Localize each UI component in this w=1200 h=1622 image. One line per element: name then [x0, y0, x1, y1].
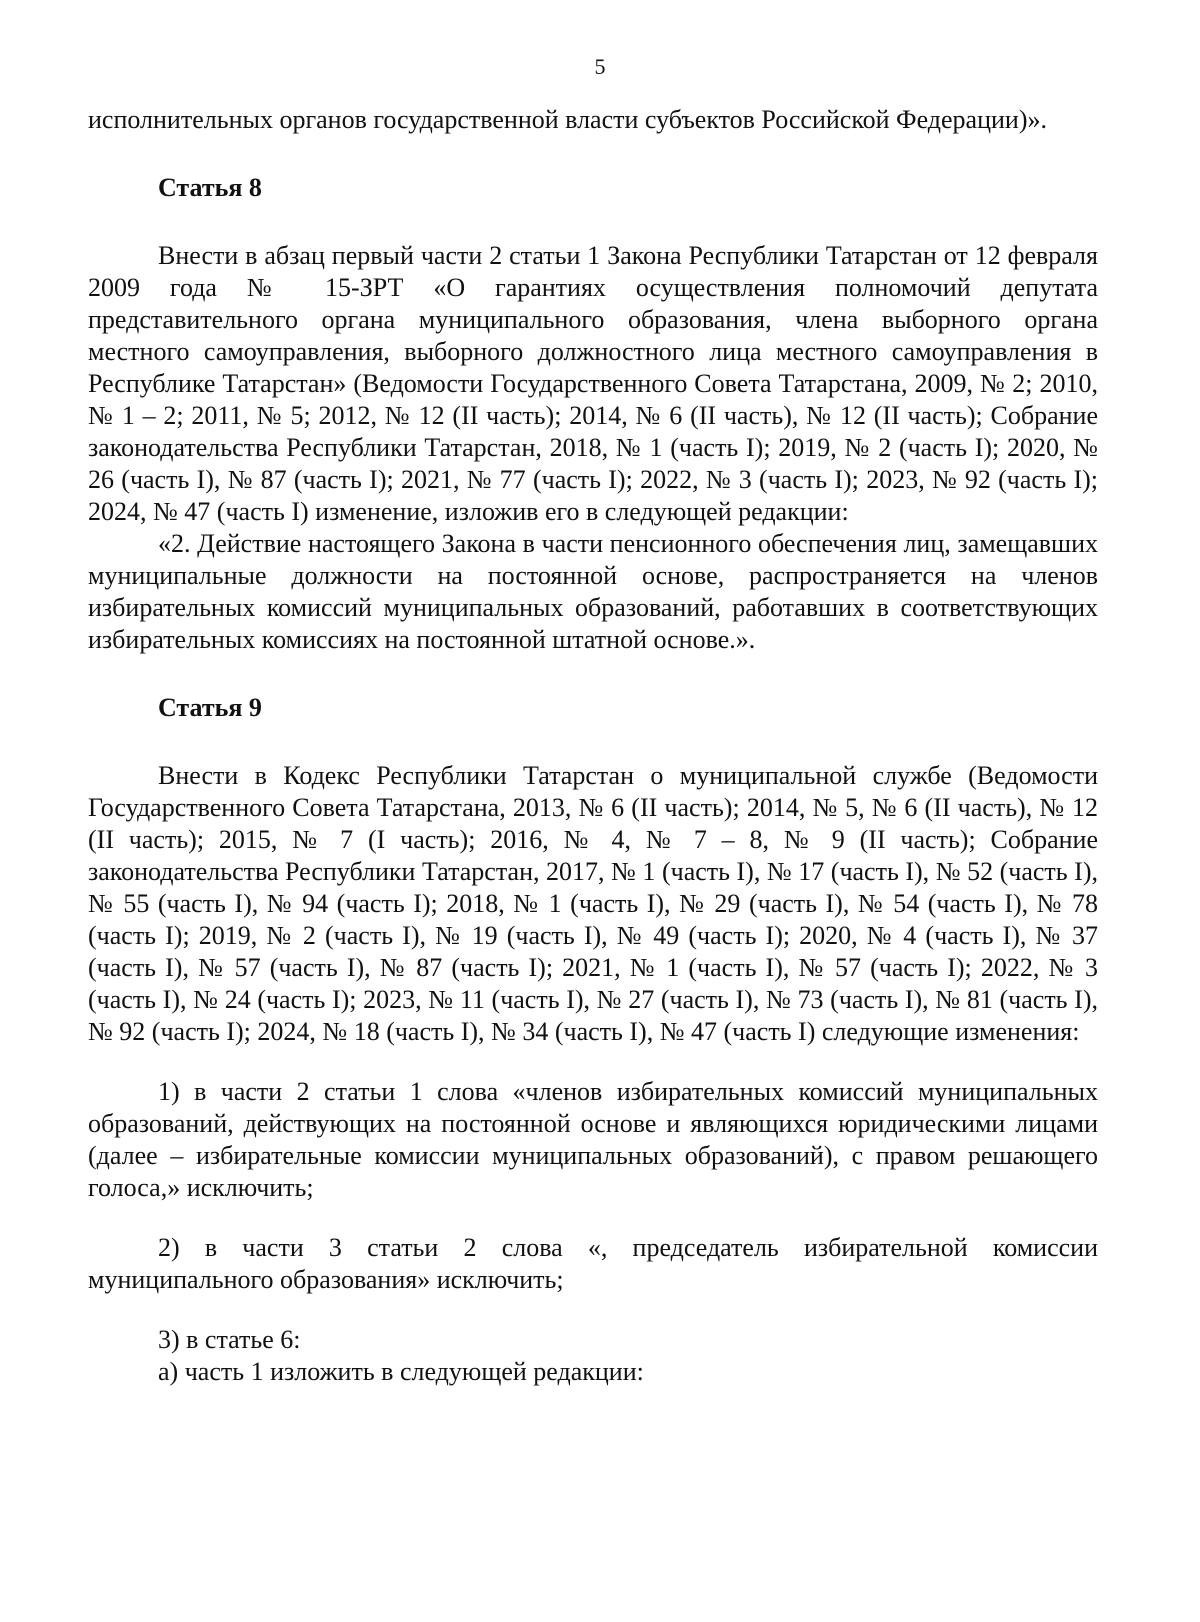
- article-9-heading: Статья 9: [158, 693, 262, 722]
- spacer: [88, 1204, 1098, 1232]
- spacer: [88, 136, 1098, 172]
- spacer: [88, 724, 1098, 760]
- article-8-paragraph-2: «2. Действие настоящего Закона в части пенсионного обеспечения лиц, замещавших муниципальные должности на постоянной основе, распространяется на членов избирательных комиссий муниципальных образований, работавших в соответствующих избирательных комиссиях на постоянной штатной основе.».: [88, 529, 1098, 654]
- article-9-paragraph-1: Внести в Кодекс Республики Татарстан о муниципальной службе (Ведомости Государственного Совета Татарстана, 2013, № 6 (II часть); 2014, № 5, № 6 (II часть), № 12 (II часть); 2015, № 7 (I часть); 2016, № 4, № 7 – 8, № 9 (II часть); Собрание законодательства Республики Татарстан, 2017, № 1 (часть I), № 17 (часть I), № 52 (часть I), № 55 (часть I), № 94 (часть I); 2018, № 1 (часть I), № 29 (часть I), № 54 (часть I), № 78 (часть I); 2019, № 2 (часть I), № 19 (часть I), № 49 (часть I); 2020, № 4 (часть I), № 37 (часть I), № 57 (часть I), № 87 (часть I); 2021, № 1 (часть I), № 57 (часть I); 2022, № 3 (часть I), № 24 (часть I); 2023, № 11 (часть I), № 27 (часть I), № 73 (часть I), № 81 (часть I), № 92 (часть I); 2024, № 18 (часть I), № 34 (часть I), № 47 (часть I) следующие изменения:: [88, 761, 1098, 1046]
- article-8-paragraph-1: Внести в абзац первый части 2 статьи 1 Закона Республики Татарстан от 12 февраля 2009 года № 15-ЗРТ «О гарантиях осуществления полномочий депутата представительного органа муниципального образования, члена выборного органа местного самоуправления, выборного должностного лица местного самоуправления в Республике Татарстан» (Ведомости Государственного Совета Татарстана, 2009, № 2; 2010, № 1 – 2; 2011, № 5; 2012, № 12 (II часть); 2014, № 6 (II часть), № 12 (II часть); Собрание законодательства Республики Татарстан, 2018, № 1 (часть I); 2019, № 2 (часть I); 2020, № 26 (часть I), № 87 (часть I); 2021, № 77 (часть I); 2022, № 3 (часть I); 2023, № 92 (часть I); 2024, № 47 (часть I) изменение, изложив его в следующей редакции:: [88, 241, 1098, 526]
- spacer: [88, 1048, 1098, 1076]
- article-9-item-1: 1) в части 2 статьи 1 слова «членов избирательных комиссий муниципальных образований, действующих на постоянной основе и являющихся юридическими лицами (далее – избирательные комиссии муниципальных образований), с правом решающего голоса,» исключить;: [88, 1077, 1098, 1202]
- document-body: [88, 104, 1098, 1388]
- spacer: [88, 656, 1098, 692]
- article-9-item-3: 3) в статье 6:: [158, 1325, 301, 1354]
- page-number: 5: [594, 54, 606, 79]
- article-9-item-3a: а) часть 1 изложить в следующей редакции:: [158, 1357, 644, 1386]
- continuation-paragraph: исполнительных органов государственной власти субъектов Российской Федерации)».: [88, 105, 1047, 134]
- article-9-item-2: 2) в части 3 статьи 2 слова «, председатель избирательной комиссии муниципального образования» исключить;: [88, 1233, 1098, 1294]
- spacer: [88, 1296, 1098, 1324]
- article-8-heading: Статья 8: [158, 173, 262, 202]
- spacer: [88, 204, 1098, 240]
